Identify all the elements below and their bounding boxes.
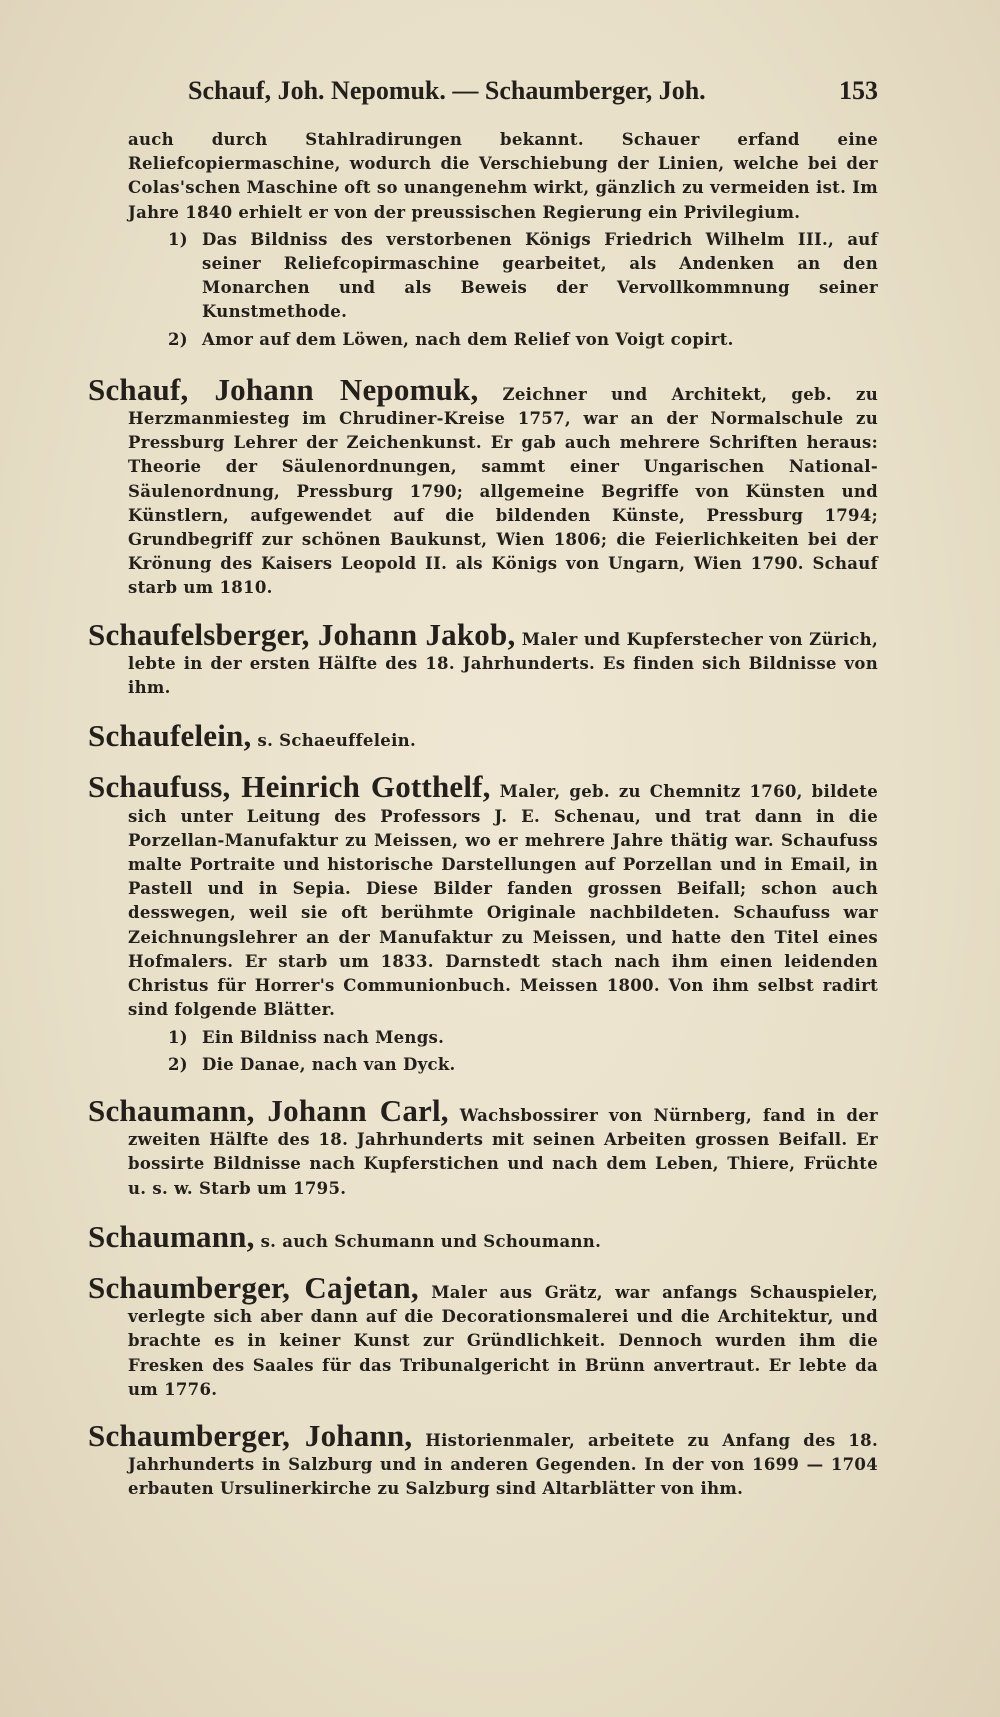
entry-text: Maler, geb. zu Chemnitz 1760, bildete sich unter Leitung des Professors J. E. Schenau, und trat dann in die Porzellan-Manufaktur zu Meissen, wo er mehrere Jahre thätig war. Schaufuss malte Portraite und historische Darstellungen auf Porzellan und in Email, in Pastell und in Sepia. Diese Bilder fanden grossen Beifall; schon auch desswegen, weil sie oft berühmte Originale nachbildeten. Schaufuss war Zeichnungslehrer an der Manufaktur zu Meissen, und hatte den Titel eines Hofmalers. Er starb um 1833. Darnstedt stach nach ihm einen leidenden Christus für Horrer's Communionbuch. Meissen 1800. Von ihm selbst radirt sind folgende Blätter. [128,782,878,1020]
list-item: 1) Das Bildniss des verstorbenen Königs Friedrich Wilhelm III., auf seiner Reliefcopirmaschine gearbeitet, als Andenken an den Monarchen und als Beweis der Vervollkommnung seiner Kunstmethode. [168,229,878,322]
intro-paragraph: auch durch Stahlradirungen bekannt. Schauer erfand eine Reliefcopiermaschine, wodurch die Verschiebung der Linien, welche bei der Colas'schen Maschine oft so unangenehm wirkt, gänzlich zu vermeiden ist. Im Jahre 1840 erhielt er von der preussischen Regierung ein Privilegium. [128,130,878,222]
entry-name: Schaumann, Johann Carl, [88,1092,449,1128]
entry-name: Schauf, Johann Nepomuk, [88,371,479,407]
schaufuss-list [88,1026,878,1077]
entry-text: Wachsbossirer von Nürnberg, fand in der zweiten Hälfte des 18. Jahrhunderts mit seinen Arbeiten grossen Beifall. Er bossirte Bildnisse nach Kupferstichen und nach dem Leben, Thiere, Früchte u. s. w. Starb um 1795. [128,1105,878,1198]
entry-name: Schaufuss, Heinrich Gotthelf, [88,769,491,805]
page-content [88,128,878,1502]
entry-text: Maler aus Grätz, war anfangs Schauspieler, verlegte sich aber dann auf die Decorationsmalerei und die Architektur, und brachte es in keiner Kunst zur Gründlichkeit. Dennoch wurden ihm die Fresken des Saales für das Tribunalgericht in Brünn anvertraut. Er lebte da um 1776. [128,1282,879,1399]
page-number: 153 [839,76,878,105]
entry-text: Historienmaler, arbeitete zu Anfang des 18. Jahrhunderts in Salzburg und in anderen Gegenden. In der von 1699 — 1704 erbauten Ursulinerkirche zu Salzburg sind Altarblätter von ihm. [128,1430,878,1499]
entry-schauf [88,371,878,601]
entry-schaumberger-cajetan [88,1269,879,1402]
entry-schaufelsberger [88,616,878,701]
entry-text: Zeichner und Architekt, geb. zu Herzmanmiesteg im Chrudiner-Kreise 1757, war an der Normalschule zu Pressburg Lehrer der Zeichenkunst. Er gab auch mehrere Schriften heraus: Theorie der Säulenordnungen, sammt einer Ungarischen National-Säulenordnung, Pressburg 1790; allgemeine Begriffe von Künsten und Künstlern, aufgewendet auf die bildenden Künste, Pressburg 1794; Grundbegriff zur schönen Baukunst, Wien 1806; die Feierlichkeiten bei der Krönung des Kaisers Leopold II. als Königs von Ungarn, Wien 1790. Schauf starb um 1810. [128,384,878,598]
entry-name: Schaufelsberger, Johann Jakob, [88,616,516,652]
list-item: 1) Ein Bildniss nach Mengs. [168,1027,445,1047]
list-item: 2) Amor auf dem Löwen, nach dem Relief von Voigt copirt. [168,329,734,349]
entry-schaufelein [88,718,878,754]
entry-text: s. auch Schumann und Schoumann. [260,1231,602,1251]
entry-schaumann-ref [88,1218,878,1254]
entry-text: Maler und Kupferstecher von Zürich, lebte in der ersten Hälfte des 18. Jahrhunderts. Es finden sich Bildnisse von ihm. [128,629,878,698]
entry-name: Schaumberger, Johann, [88,1417,413,1453]
entry-text: s. Schaeuffelein. [257,731,416,751]
entry-name: Schaufelein, [88,718,252,754]
header-title: Schauf, Joh. Nepomuk. — Schaumberger, Joh. [188,76,706,105]
entry-schaumberger-johann [88,1417,878,1502]
entry-schaumann-johann-carl [88,1092,878,1201]
entry-name: Schaumberger, Cajetan, [88,1269,419,1305]
intro-list [88,228,878,352]
entry-name: Schaumann, [88,1218,255,1254]
entry-schaufuss [88,769,878,1022]
list-item: 2) Die Danae, nach van Dyck. [168,1054,456,1074]
